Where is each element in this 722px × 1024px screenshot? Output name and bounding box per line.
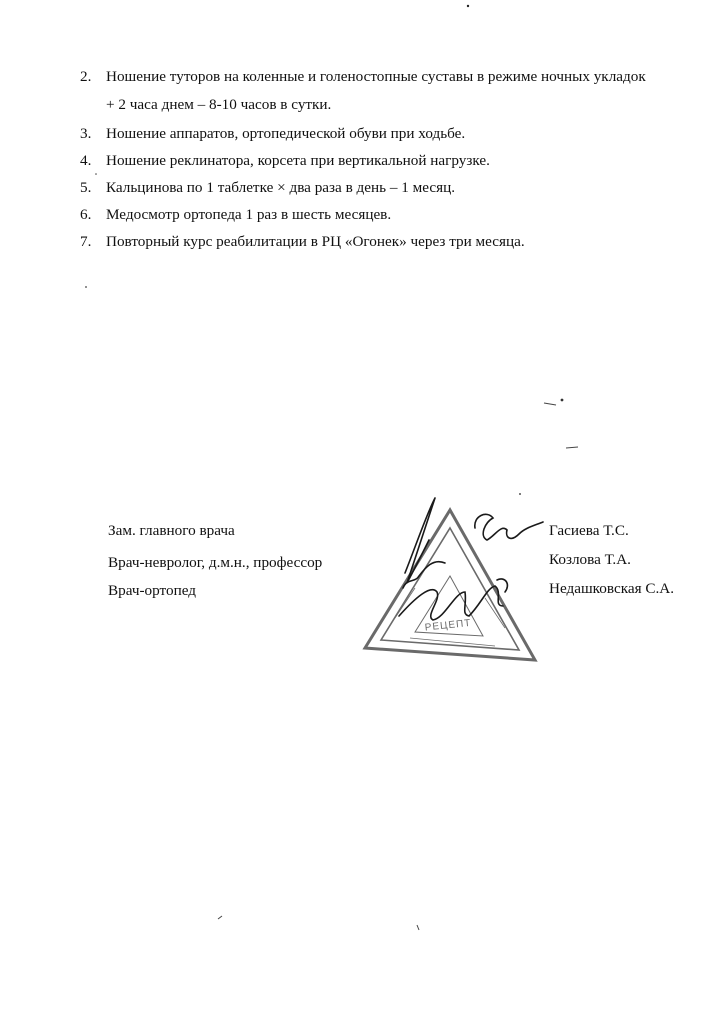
item-number: 5. bbox=[80, 179, 92, 196]
signatory-name-orthopedist: Недашковская С.А. bbox=[549, 580, 675, 597]
list-item bbox=[80, 228, 710, 255]
stamp-and-signatures bbox=[355, 488, 545, 673]
recommendations-list bbox=[80, 63, 710, 255]
list-item bbox=[80, 201, 710, 228]
item-text: Ношение аппаратов, ортопедической обуви при ходьбе. bbox=[106, 125, 466, 142]
item-number: 7. bbox=[80, 233, 92, 250]
item-text-continuation: + 2 часа днем – 8-10 часов в сутки. bbox=[106, 96, 332, 113]
signatory-name-neurologist: Козлова Т.А. bbox=[549, 551, 631, 568]
item-number: 4. bbox=[80, 152, 92, 169]
item-number: 2. bbox=[80, 68, 92, 85]
item-text: Медосмотр ортопеда 1 раз в шесть месяцев. bbox=[106, 206, 392, 223]
signatory-role-orthopedist: Врач-ортопед bbox=[108, 582, 196, 599]
item-number: 3. bbox=[80, 125, 92, 142]
signatory-role-deputy: Зам. главного врача bbox=[108, 522, 235, 539]
item-text: Кальцинова по 1 таблетке × два раза в день – 1 месяц. bbox=[106, 179, 456, 196]
list-item bbox=[80, 63, 710, 120]
svg-text:РЕЦЕПТ: РЕЦЕПТ bbox=[424, 617, 472, 634]
list-item bbox=[80, 147, 710, 174]
list-item bbox=[80, 174, 710, 201]
triangle-stamp bbox=[365, 510, 535, 660]
signatory-name-deputy: Гасиева Т.С. bbox=[549, 522, 629, 539]
signatory-role-neurologist: Врач-невролог, д.м.н., профессор bbox=[108, 554, 323, 571]
list-item bbox=[80, 120, 710, 147]
item-text: Повторный курс реабилитации в РЦ «Огонек» через три месяца. bbox=[106, 233, 525, 250]
item-text: Ношение туторов на коленные и голеностопные суставы в режиме ночных укладок bbox=[106, 68, 646, 85]
item-text: Ношение реклинатора, корсета при вертикальной нагрузке. bbox=[106, 152, 490, 169]
item-number: 6. bbox=[80, 206, 92, 223]
